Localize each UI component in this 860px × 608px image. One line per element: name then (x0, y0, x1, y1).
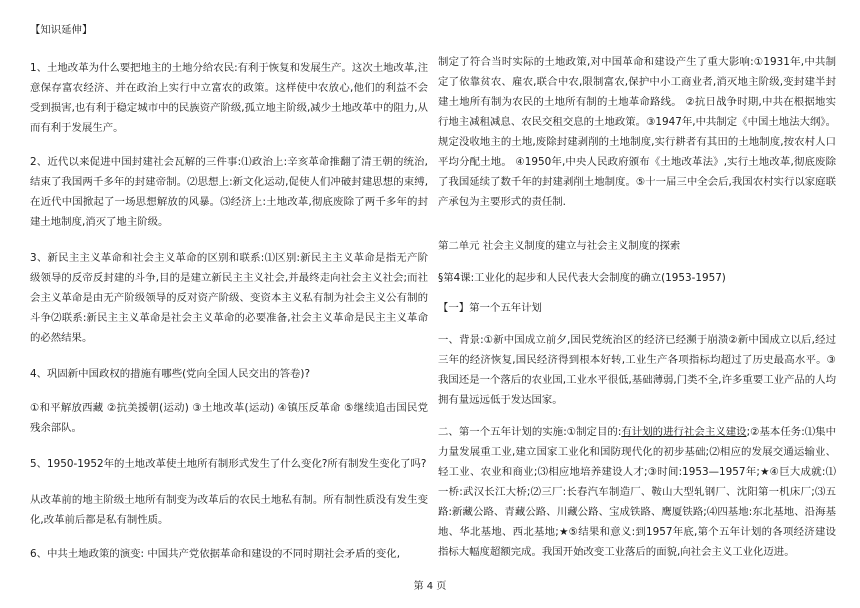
question-5-answer: 从改革前的地主阶级土地所有制变为改革后的农民土地私有制。所有制性质没有发生变化,改革前后都是私有制性质。 (30, 494, 428, 526)
question-6-continued: 制定了符合当时实际的土地政策,对中国革命和建设产生了重大影响:①1931年,中共制定了依靠贫农、雇农,联合中农,限制富农,保护中小工商业者,消灭地主阶级,变封建半封建土地所有制为农民的土地所有制的土地革命路线。 ②抗日战争时期,中共在根据地实行地主减租减息、农民交租交息的土地政策。③1947年,中共制定《中国土地法大纲》。规定没收地主的土地,废除封建剥削的土地制度,实行耕者有其田的土地制度,按农村人口平均分配土地。 ④1950年,中央人民政府颁布《土地改革法》,实行土地改革,彻底废除了我国延续了数千年的封建剥削土地制度。⑤十一届三中全会后,我国农村实行以家庭联产承包为主要形式的责任制. (438, 56, 836, 208)
knowledge-extension-title: 【知识延伸】 (30, 24, 93, 36)
page-number: 第 4 页 (413, 581, 447, 592)
question-4-answer: ①和平解放西藏 ②抗美援朝(运动) ③土地改革(运动) ④镇压反革命 ⑤继续追击国民党残余部队。 (30, 402, 428, 434)
question-5: 5、1950-1952年的土地改革使土地所有制形式发生了什么变化?所有制发生变化了吗? (30, 458, 427, 470)
background-paragraph: 一、背景:①新中国成立前夕,国民党统治区的经济已经濒于崩溃②新中国成立以后,经过三年的经济恢复,国民经济得到根本好转,工业生产各项指标均超过了历史最高水平。③我国还是一个落后的农业国,工业水平很低,基础薄弱,门类不全,许多重要工业产品的人均拥有量远远低于发达国家。 (438, 334, 836, 406)
unit-title: 第二单元 社会主义制度的建立与社会主义制度的探索 (438, 240, 681, 252)
lesson-title: §第4课:工业化的起步和人民代表大会制度的确立(1953-1957) (438, 272, 726, 284)
implementation-prefix: 二、第一个五年计划的实施:①制定目的: (438, 426, 622, 438)
question-1: 1、土地改革为什么要把地主的土地分给农民:有利于恢复和发展生产。这次土地改革,注意保存富农经济、并在政治上实行中立富农的政策。这样使中农放心,他们的利益不会受到损害,也有利于稳定城市中的民族资产阶级,孤立地主阶级,减少土地改革中的阻力,从而有利于发展生产。 (30, 62, 428, 134)
implementation-paragraph (438, 422, 836, 562)
implementation-details: ;②基本任务:⑴集中力量发展重工业,建立国家工业化和国防现代化的初步基础;⑵相应的发展交通运输业、轻工业、农业和商业;⑶相应地培养建设人才;③时间:1953—1957年;★④巨大成就:⑴一桥:武汉长江大桥;⑵三厂:长春汽车制造厂、鞍山大型轧钢厂、沈阳第一机床厂;⑶五路:新藏公路、青藏公路、川藏公路、宝成铁路、鹰厦铁路;⑷四基地:东北基地、沿海基地、华北基地、西北基地;★⑤结果和意义:到1957年底,第个五年计划的各项经济建设指标大幅度超额完成。我国开始改变工业落后的面貌,向社会主义工业化迈进。 (438, 426, 836, 558)
question-3: 3、新民主主义革命和社会主义革命的区别和联系:⑴区别:新民主主义革命是指无产阶级领导的反帝反封建的斗争,目的是建立新民主主义社会,并最终走向社会主义社会;而社会主义革命是由无产阶级领导的反对资产阶级、变资本主义私有制为社会主义公有制的斗争⑵联系:新民主主义革命是社会主义革命的必要准备,社会主义革命是民主主义革命的必然结果。 (30, 252, 428, 344)
question-6: 6、中共土地政策的演变: 中国共产党依据革命和建设的不同时期社会矛盾的变化, (30, 548, 400, 560)
section-title: 【一】第一个五年计划 (438, 302, 542, 314)
left-column (30, 10, 428, 564)
right-column (438, 10, 836, 562)
implementation-purpose: 有计划的进行社会主义建设 (621, 426, 747, 438)
question-4: 4、巩固新中国政权的措施有哪些(党向全国人民交出的答卷)? (30, 368, 310, 380)
question-2: 2、近代以来促进中国封建社会瓦解的三件事:⑴政治上:辛亥革命推翻了清王朝的统治,结束了我国两千多年的封建帝制。⑵思想上:新文化运动,促使人们冲破封建思想的束缚,在近代中国掀起了一场思想解放的风暴。⑶经济上:土地改革,彻底废除了两千多年的封建土地制度,消灭了地主阶级。 (30, 156, 428, 228)
